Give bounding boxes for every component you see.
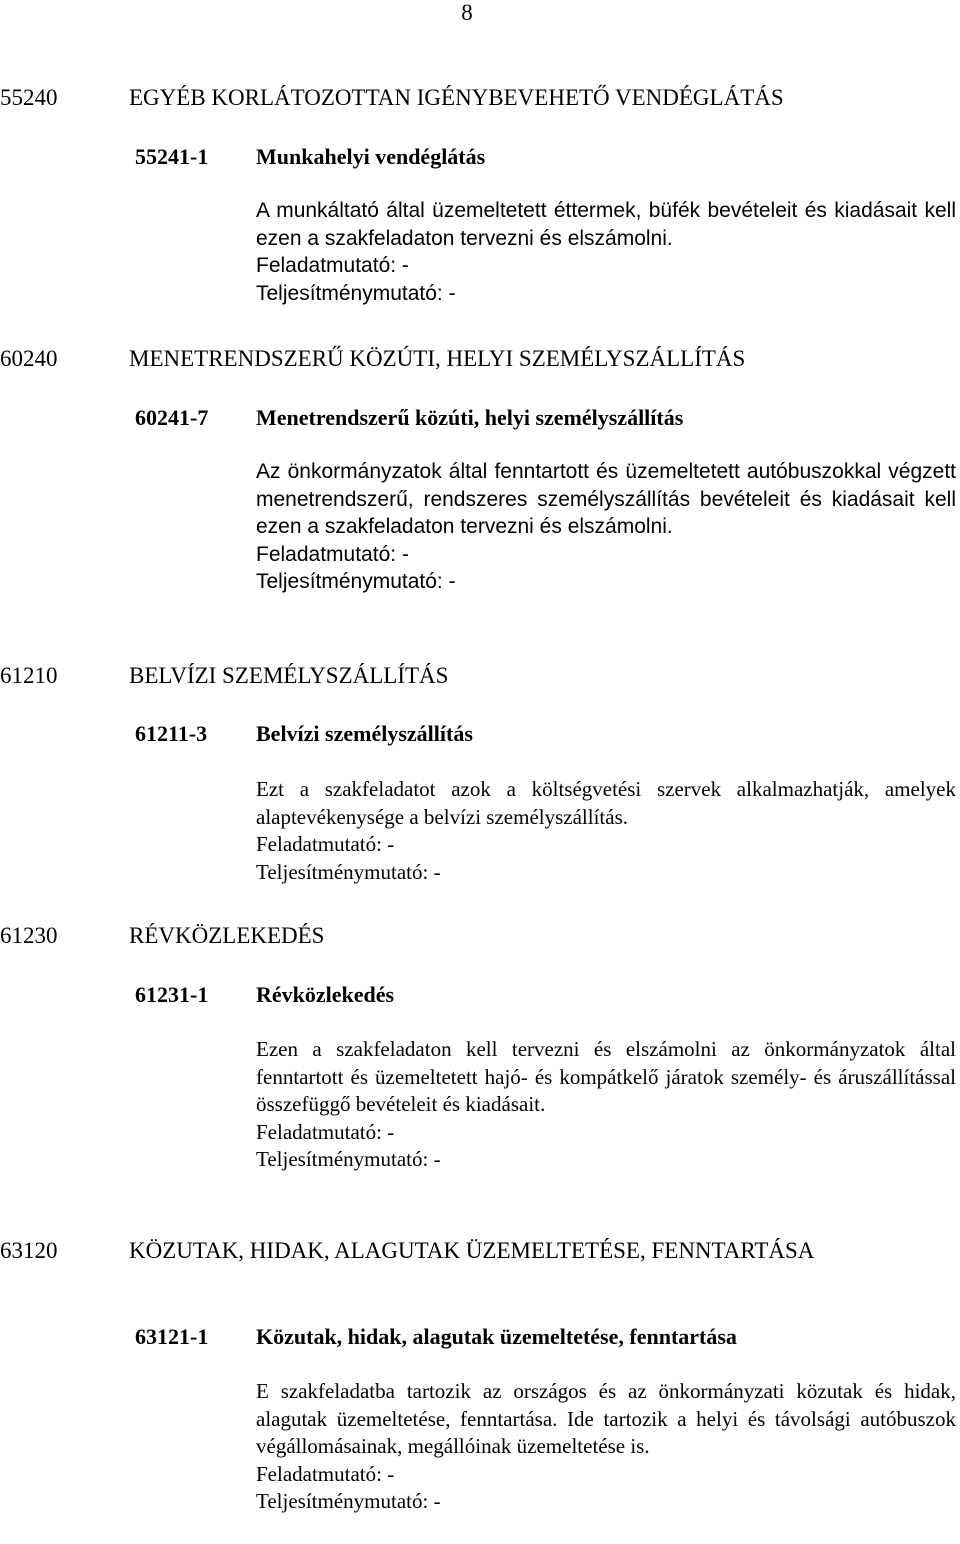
teljesitmenymutato-line: Teljesítménymutató: - (256, 1147, 441, 1171)
section-title: KÖZUTAK, HIDAK, ALAGUTAK ÜZEMELTETÉSE, FENNTARTÁSA (129, 1238, 815, 1263)
subsection-title: Révközlekedés (256, 982, 395, 1007)
subsection-description: Ezt a szakfeladatot azok a költségvetési szervek alkalmazhatják, amelyek alaptevékenysége a belvízi személyszállítás. (256, 777, 956, 829)
teljesitmenymutato-line: Teljesítménymutató: - (256, 859, 441, 884)
feladatmutato-line: Feladatmutató: - (256, 1461, 395, 1486)
subsection-description: Az önkormányzatok által fenntartott és üzemeltetett autóbuszokkal végzett menetrendszerű, rendszeres személyszállítás bevételeit és kiadásait kell ezen a szakfeladaton tervezni és elszámolni. (256, 460, 956, 538)
subsection-code: 61211-3 (135, 721, 208, 746)
subsection-description: Ezen a szakfeladaton kell tervezni és elszámolni az önkormányzatok által fenntartott és üzemeltetett hajó- és kompátkelő járatok személy- és áruszállítással összefüggő bevételeit és kiadásait. (256, 1037, 956, 1116)
subsection-code: 60241-7 (135, 405, 209, 430)
teljesitmenymutato-line: Teljesítménymutató: - (256, 570, 456, 593)
subsection-title: Munkahelyi vendéglátás (256, 144, 486, 169)
feladatmutato-line: Feladatmutató: - (256, 1119, 395, 1144)
subsection-body (256, 1036, 956, 1174)
section-title: MENETRENDSZERŰ KÖZÚTI, HELYI SZEMÉLYSZÁLLÍTÁS (129, 346, 746, 371)
page-number: 8 (461, 0, 473, 25)
feladatmutato-line: Feladatmutató: - (256, 254, 409, 277)
subsection-description: A munkáltató által üzemeltetett éttermek, büfék bevételeit és kiadásait kell ezen a szakfeladaton tervezni és elszámolni. (256, 199, 956, 250)
subsection-title: Belvízi személyszállítás (256, 721, 473, 746)
subsection-body (256, 1378, 956, 1516)
subsection-code: 63121-1 (135, 1324, 209, 1349)
subsection-body (256, 776, 956, 886)
feladatmutato-line: Feladatmutató: - (256, 832, 395, 856)
subsection-title: Közutak, hidak, alagutak üzemeltetése, fenntartása (256, 1324, 737, 1349)
subsection-code: 55241-1 (135, 144, 209, 169)
section-code: 61230 (0, 923, 58, 948)
section-code: 61210 (0, 663, 58, 688)
section-title: BELVÍZI SZEMÉLYSZÁLLÍTÁS (129, 663, 449, 688)
subsection-code: 61231-1 (135, 982, 209, 1007)
feladatmutato-line: Feladatmutató: - (256, 542, 409, 566)
section-code: 63120 (0, 1238, 58, 1263)
subsection-body (256, 197, 956, 307)
subsection-title: Menetrendszerű közúti, helyi személyszállítás (256, 405, 684, 430)
section-title: EGYÉB KORLÁTOZOTTAN IGÉNYBEVEHETŐ VENDÉGLÁTÁS (129, 85, 784, 110)
teljesitmenymutato-line: Teljesítménymutató: - (256, 1489, 441, 1513)
subsection-body (256, 458, 956, 596)
section-code: 60240 (0, 346, 58, 371)
section-code: 55240 (0, 85, 58, 110)
subsection-description: E szakfeladatba tartozik az országos és az önkormányzati közutak és hidak, alagutak üzemeltetése, fenntartása. Ide tartozik a helyi és távolsági autóbuszok végállomásainak, megállóinak üzemeltetése is. (256, 1379, 956, 1458)
teljesitmenymutato-line: Teljesítménymutató: - (256, 281, 456, 305)
section-title: RÉVKÖZLEKEDÉS (129, 923, 325, 948)
